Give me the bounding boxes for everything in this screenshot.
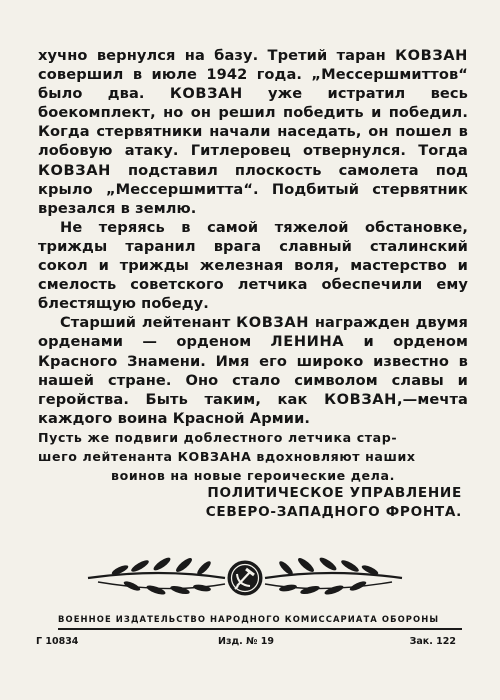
closing-line-1: Пусть же подвиги доблестного летчика стар- — [38, 429, 398, 445]
paragraph-1 — [38, 46, 468, 218]
emphasized-name: ЛЕНИНА — [270, 333, 345, 351]
closing-line-2: шего лейтенанта КОВЗАНА вдохновляют наших — [38, 448, 416, 464]
text-run: уже истратил весь боекомплект, но он решил победить и победил. Когда стервятники начали наседать, он пошел в лобовую атаку. Гитлеровец отвернулся. Тогда — [38, 85, 468, 160]
paragraph-2 — [38, 218, 468, 313]
hammer-sickle-wreath-icon — [80, 548, 410, 608]
emphasized-name: КОВЗАН — [169, 85, 243, 103]
signature-line-1: ПОЛИТИЧЕСКОЕ УПРАВЛЕНИЕ — [207, 485, 462, 501]
paragraphs — [38, 46, 468, 428]
text-run: подставил плоскость самолета под крыло „Мессершмитта“. Подбитый стервятник врезался в землю. — [38, 161, 468, 217]
signature-block — [206, 484, 462, 522]
article-body — [38, 46, 468, 485]
text-run: награжден двумя орденами — орденом — [38, 314, 468, 351]
footer-censor-code: Г 10834 — [36, 636, 79, 647]
emphasized-name: КОВЗАН — [38, 161, 111, 179]
emphasized-name: КОВЗАН — [395, 47, 468, 64]
closing-line-3: воинов на новые героические дела. — [111, 467, 395, 483]
emphasized-name: КОВЗАН — [236, 314, 310, 332]
text-run: совершил в июле 1942 года. „Мессершмиттов“ было два. — [38, 66, 468, 103]
closing-appeal — [38, 428, 468, 485]
text-run: Старший лейтенант — [60, 314, 237, 332]
text-run: и орденом Красного Знамени. Имя его широко известно в нашей стране. Оно стало символом славы и геройства. Быть таким, как — [38, 333, 468, 408]
footer-edition-number: Изд. № 19 — [218, 636, 275, 647]
paragraph-3 — [38, 313, 468, 428]
text-run: хучно вернулся на базу. Третий таран — [38, 47, 396, 64]
publisher-line: ВОЕННОЕ ИЗДАТЕЛЬСТВО НАРОДНОГО КОМИССАРИАТА ОБОРОНЫ — [58, 614, 440, 624]
footer-rule — [58, 628, 462, 630]
signature-line-2: СЕВЕРО-ЗАПАДНОГО ФРОНТА. — [205, 504, 462, 520]
text-run: ,—мечта каждого воина Красной Армии. — [38, 390, 468, 427]
emphasized-name: КОВЗАН — [324, 390, 397, 408]
text-run: Не теряясь в самой тяжелой обстановке, трижды таранил врага славный сталинский сокол и трижды железная воля, мастерство и смелость советского летчика обеспечили ему блестящую победу. — [38, 218, 468, 313]
footer-order-number: Зак. 122 — [409, 636, 456, 647]
